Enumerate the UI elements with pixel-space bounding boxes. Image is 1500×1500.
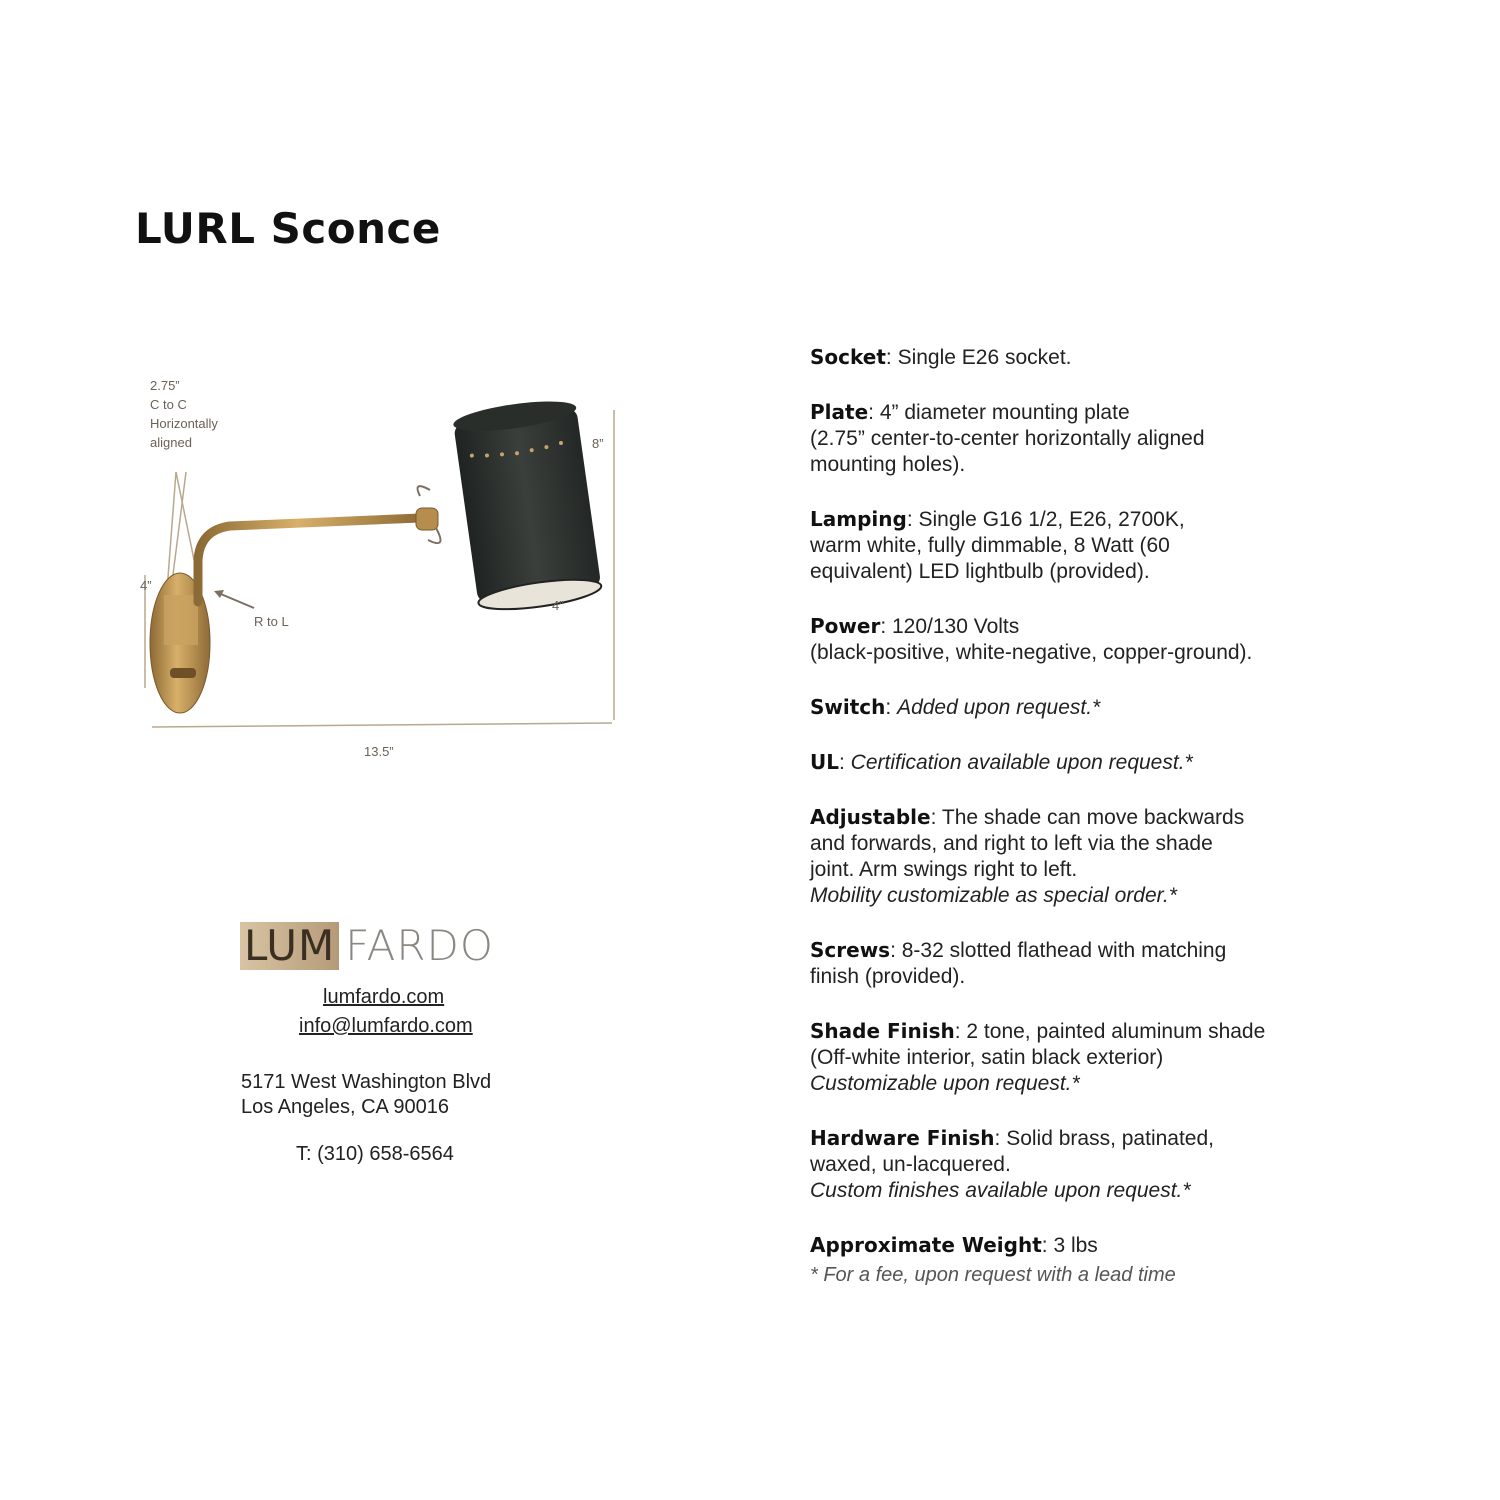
spec-plate: Plate: 4” diameter mounting plate (2.75” center-to-center horizontally aligned mounting holes). (810, 400, 1205, 476)
address-line-2: Los Angeles, CA 90016 (241, 1096, 449, 1118)
product-diagram (130, 370, 630, 770)
spec-label: Socket (810, 345, 886, 369)
website-link[interactable]: lumfardo.com (323, 986, 445, 1008)
shade (452, 396, 603, 615)
spec-lamping: Lamping: Single G16 1/2, E26, 2700K, warm white, fully dimmable, 8 Watt (60 equivalent) LED lightbulb (provided). (810, 507, 1185, 583)
plate-spacing-note: 2.75” C to C Horizontally aligned (150, 378, 218, 450)
spec-switch: Switch: Added upon request.* (810, 695, 1101, 719)
spec-screws: Screws: 8-32 slotted flathead with matching finish (provided). (810, 938, 1227, 988)
spec-weight: Approximate Weight: 3 lbs (810, 1233, 1098, 1257)
phone-number: T: (310) 658-6564 (296, 1143, 454, 1165)
brand-logo: LUM FARDO (240, 922, 494, 970)
address-line-1: 5171 West Washington Blvd (241, 1071, 492, 1093)
shade-width-label: 4” (552, 598, 564, 613)
sconce-arm (198, 518, 420, 602)
spec-power: Power: 120/130 Volts (black-positive, white-negative, copper-ground). (810, 614, 1253, 664)
spec-socket: Socket: Single E26 socket. (810, 345, 1072, 369)
swing-label: R to L (254, 614, 289, 629)
spec-list (810, 344, 1290, 1259)
total-width-label: 13.5” (364, 744, 394, 759)
spec-hardware-finish: Hardware Finish: Solid brass, patinated, waxed, un-lacquered. Custom finishes available upon request.* (810, 1126, 1214, 1202)
spec-shade-finish: Shade Finish: 2 tone, painted aluminum shade (Off-white interior, satin black exterior) Customizable upon request.* (810, 1019, 1266, 1095)
spec-ul: UL: Certification available upon request.* (810, 750, 1193, 774)
page-title: LURL Sconce (135, 204, 441, 253)
email-link[interactable]: info@lumfardo.com (299, 1015, 473, 1037)
footnote: * For a fee, upon request with a lead time (810, 1264, 1176, 1286)
spec-adjustable: Adjustable: The shade can move backwards and forwards, and right to left via the shade joint. Arm swings right to left. Mobility customizable as special order.* (810, 805, 1245, 907)
shade-height-label: 8” (592, 436, 604, 451)
plate-height-label: 4” (140, 578, 152, 593)
shade-joint (416, 508, 438, 530)
